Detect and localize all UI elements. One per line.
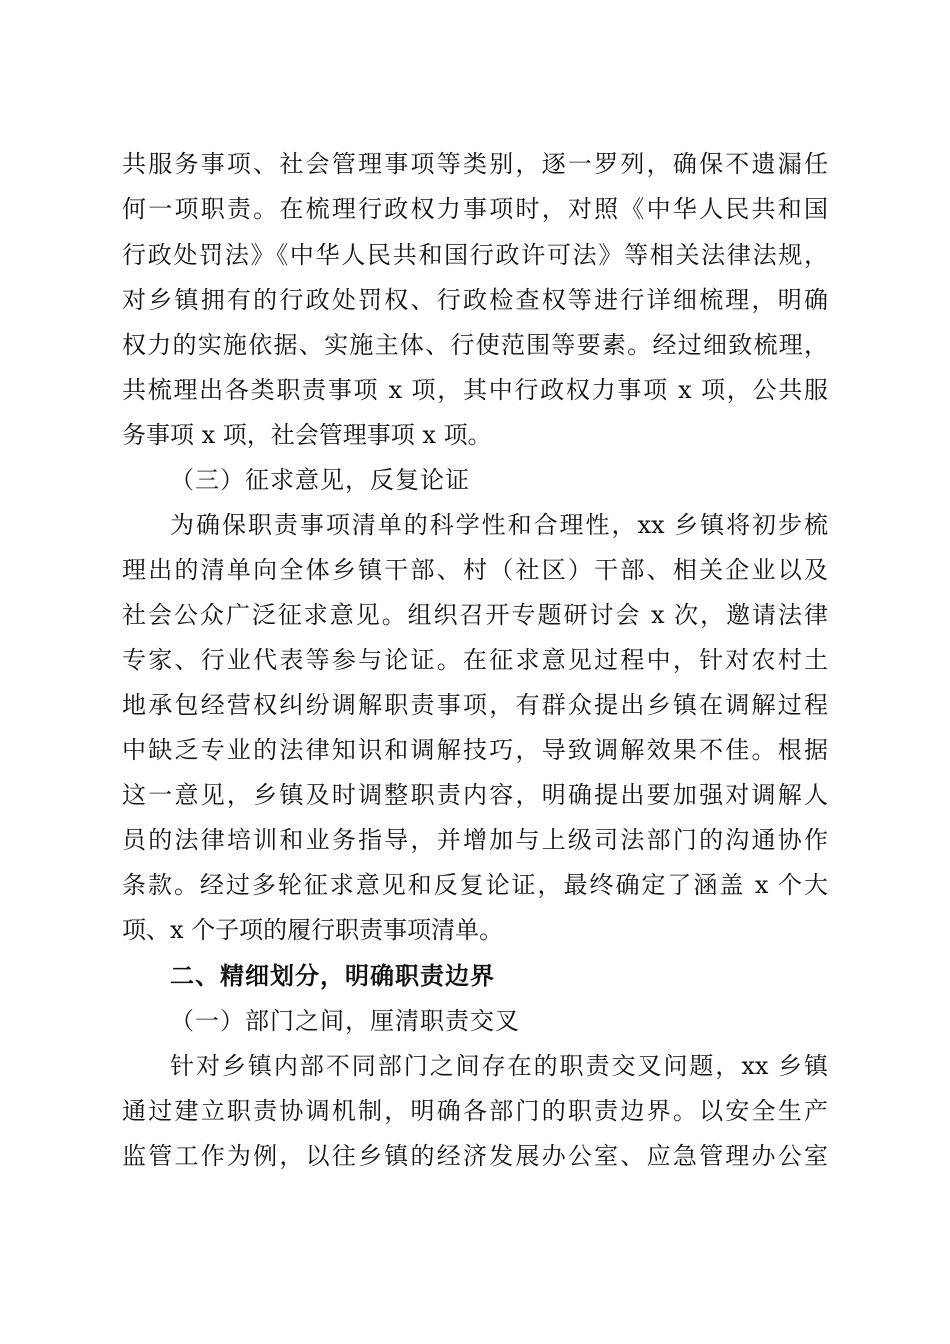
body-text-line: 共服务事项、社会管理事项等类别，逐一罗列，确保不遗漏任	[122, 150, 828, 178]
body-text-line: 条款。经过多轮征求意见和反复论证，最终确定了涵盖 x 个大	[122, 871, 828, 899]
body-text-line: 理出的清单向全体乡镇干部、村（社区）干部、相关企业以及	[122, 556, 828, 584]
body-text-line: 权力的实施依据、实施主体、行使范围等要素。经过细致梳理，	[122, 331, 828, 359]
body-text-line: 何一项职责。在梳理行政权力事项时，对照《中华人民共和国	[122, 195, 828, 223]
body-text-line: 地承包经营权纠纷调解职责事项，有群众提出乡镇在调解过程	[122, 691, 828, 719]
body-text-line: 员的法律培训和业务指导，并增加与上级司法部门的沟通协作	[122, 826, 828, 854]
body-text-line: 行政处罚法》《中华人民共和国行政许可法》等相关法律法规，	[122, 241, 828, 269]
body-text-line: 对乡镇拥有的行政处罚权、行政检查权等进行详细梳理，明确	[122, 286, 828, 314]
section-subheading: （三）征求意见，反复论证	[170, 466, 470, 494]
body-text-line: 共梳理出各类职责事项 x 项，其中行政权力事项 x 项，公共服	[122, 376, 828, 404]
body-text-line: 通过建立职责协调机制，明确各部门的职责边界。以安全生产	[122, 1097, 828, 1125]
body-text-line: 项、x 个子项的履行职责事项清单。	[122, 916, 504, 944]
body-text-line: 这一意见，乡镇及时调整职责内容，明确提出要加强对调解人	[122, 781, 828, 809]
body-text-line: 针对乡镇内部不同部门之间存在的职责交叉问题，xx 乡镇	[170, 1052, 828, 1080]
body-text-line: 专家、行业代表等参与论证。在征求意见过程中，针对农村土	[122, 646, 828, 674]
body-text-line: 中缺乏专业的法律知识和调解技巧，导致调解效果不佳。根据	[122, 736, 828, 764]
section-subheading: （一）部门之间，厘清职责交叉	[170, 1007, 520, 1035]
body-text-line: 为确保职责事项清单的科学性和合理性，xx 乡镇将初步梳	[170, 511, 828, 539]
body-text-line: 务事项 x 项，社会管理事项 x 项。	[122, 421, 492, 449]
body-text-line: 社会公众广泛征求意见。组织召开专题研讨会 x 次，邀请法律	[122, 601, 828, 629]
body-text-line: 监管工作为例，以往乡镇的经济发展办公室、应急管理办公室	[122, 1142, 828, 1170]
section-heading: 二、精细划分，明确职责边界	[170, 962, 495, 990]
